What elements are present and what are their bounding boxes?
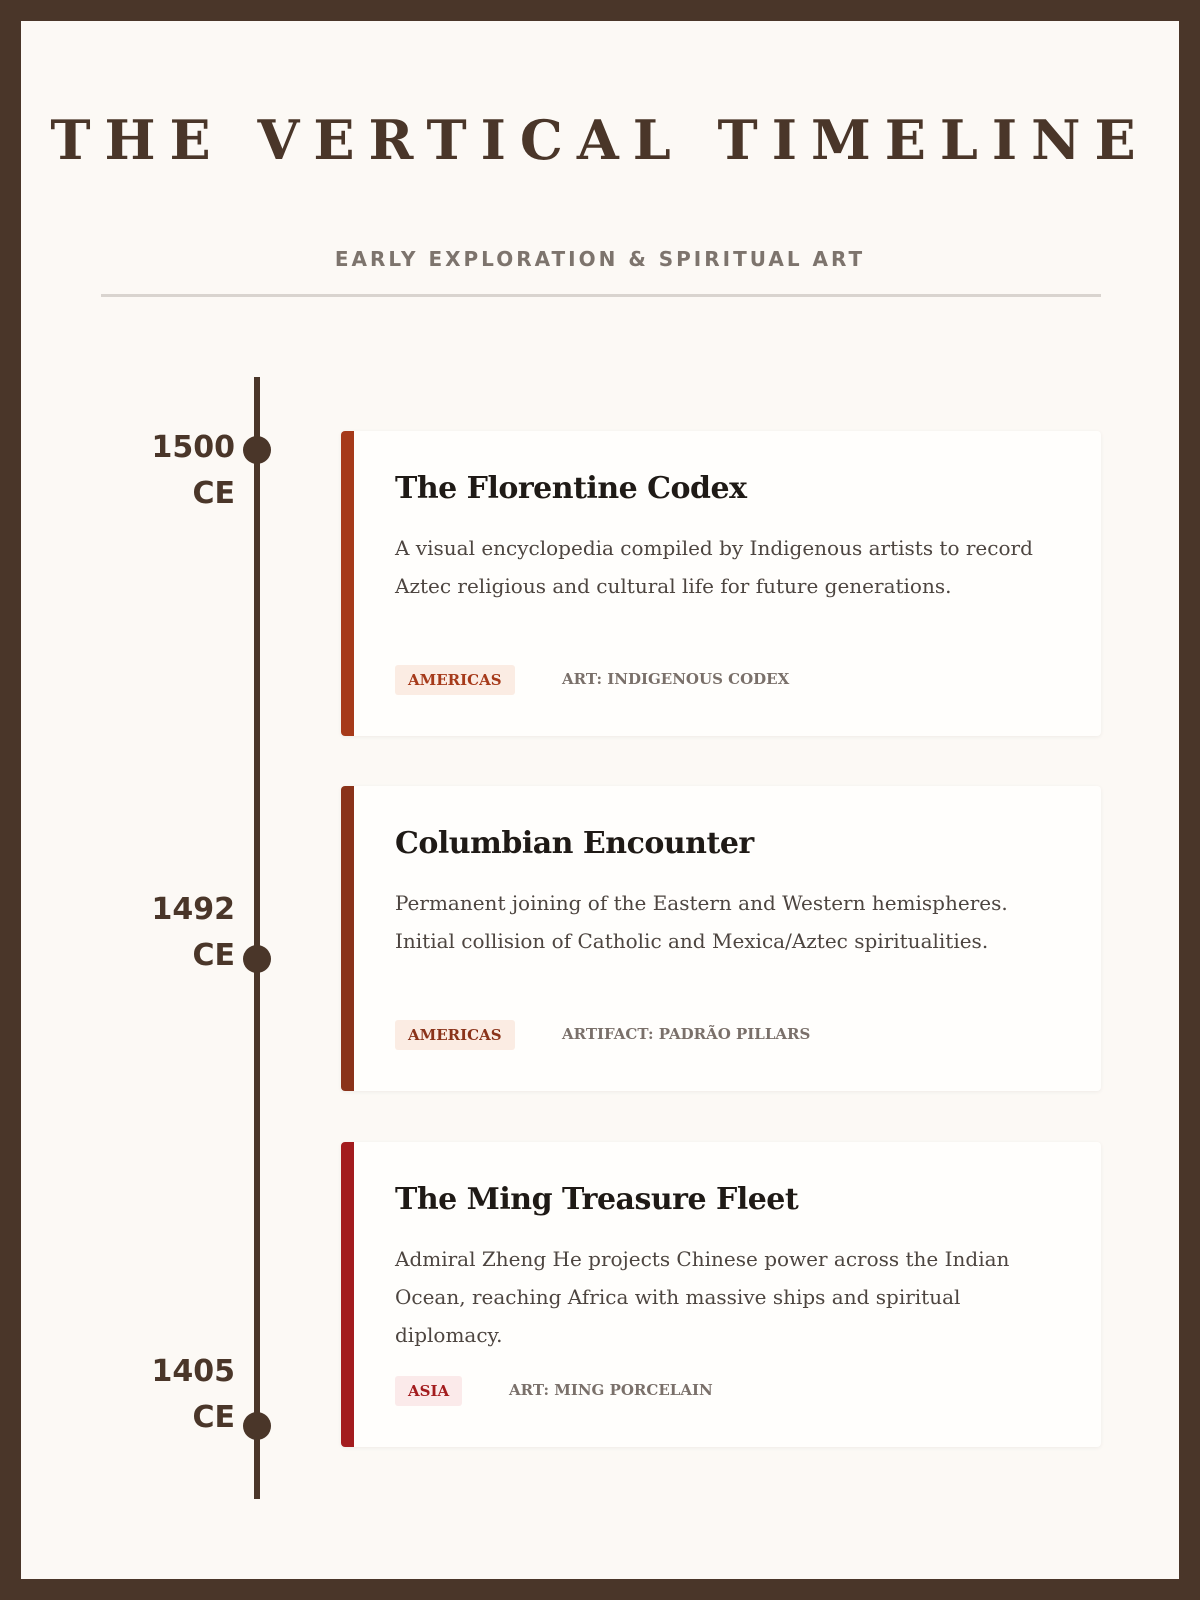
event-title: Columbian Encounter: [395, 826, 754, 861]
region-tag: ASIA: [395, 1376, 462, 1406]
year-label: 1492 CE: [151, 892, 235, 973]
event-meta: ART: INDIGENOUS CODEX: [562, 670, 790, 688]
event-meta: ART: MING PORCELAIN: [509, 1381, 713, 1399]
event-description: Permanent joining of the Eastern and Western hemispheres. Initial collision of Catholic and Mexica/Aztec spiritualities.: [395, 891, 1008, 953]
event-description: Admiral Zheng He projects Chinese power across the Indian Ocean, reaching Africa with massive ships and spiritual diplomacy.: [395, 1247, 1010, 1347]
region-tag: AMERICAS: [395, 665, 515, 695]
timeline-page: [21, 21, 1179, 1579]
timeline-axis: [254, 377, 260, 1499]
event-description: A visual encyclopedia compiled by Indigenous artists to record Aztec religious and cultural life for future generations.: [395, 536, 1033, 598]
year-label: 1405 CE: [151, 1354, 235, 1435]
header-divider: [101, 294, 1101, 297]
card-accent-bar: [341, 1142, 354, 1447]
timeline-marker: [243, 436, 271, 464]
event-card: [341, 786, 1101, 1091]
event-title: The Florentine Codex: [395, 471, 747, 506]
card-accent-bar: [341, 431, 354, 736]
timeline-marker: [243, 1412, 271, 1440]
page-title: THE VERTICAL TIMELINE: [50, 108, 1150, 172]
event-card: [341, 1142, 1101, 1447]
card-accent-bar: [341, 786, 354, 1091]
event-meta: ARTIFACT: PADRÃO PILLARS: [562, 1025, 811, 1043]
region-tag: AMERICAS: [395, 1020, 515, 1050]
event-title: The Ming Treasure Fleet: [395, 1182, 799, 1217]
page-subtitle: EARLY EXPLORATION & SPIRITUAL ART: [334, 247, 866, 271]
year-label: 1500 CE: [151, 430, 235, 511]
timeline-marker: [243, 945, 271, 973]
event-card: [341, 431, 1101, 736]
